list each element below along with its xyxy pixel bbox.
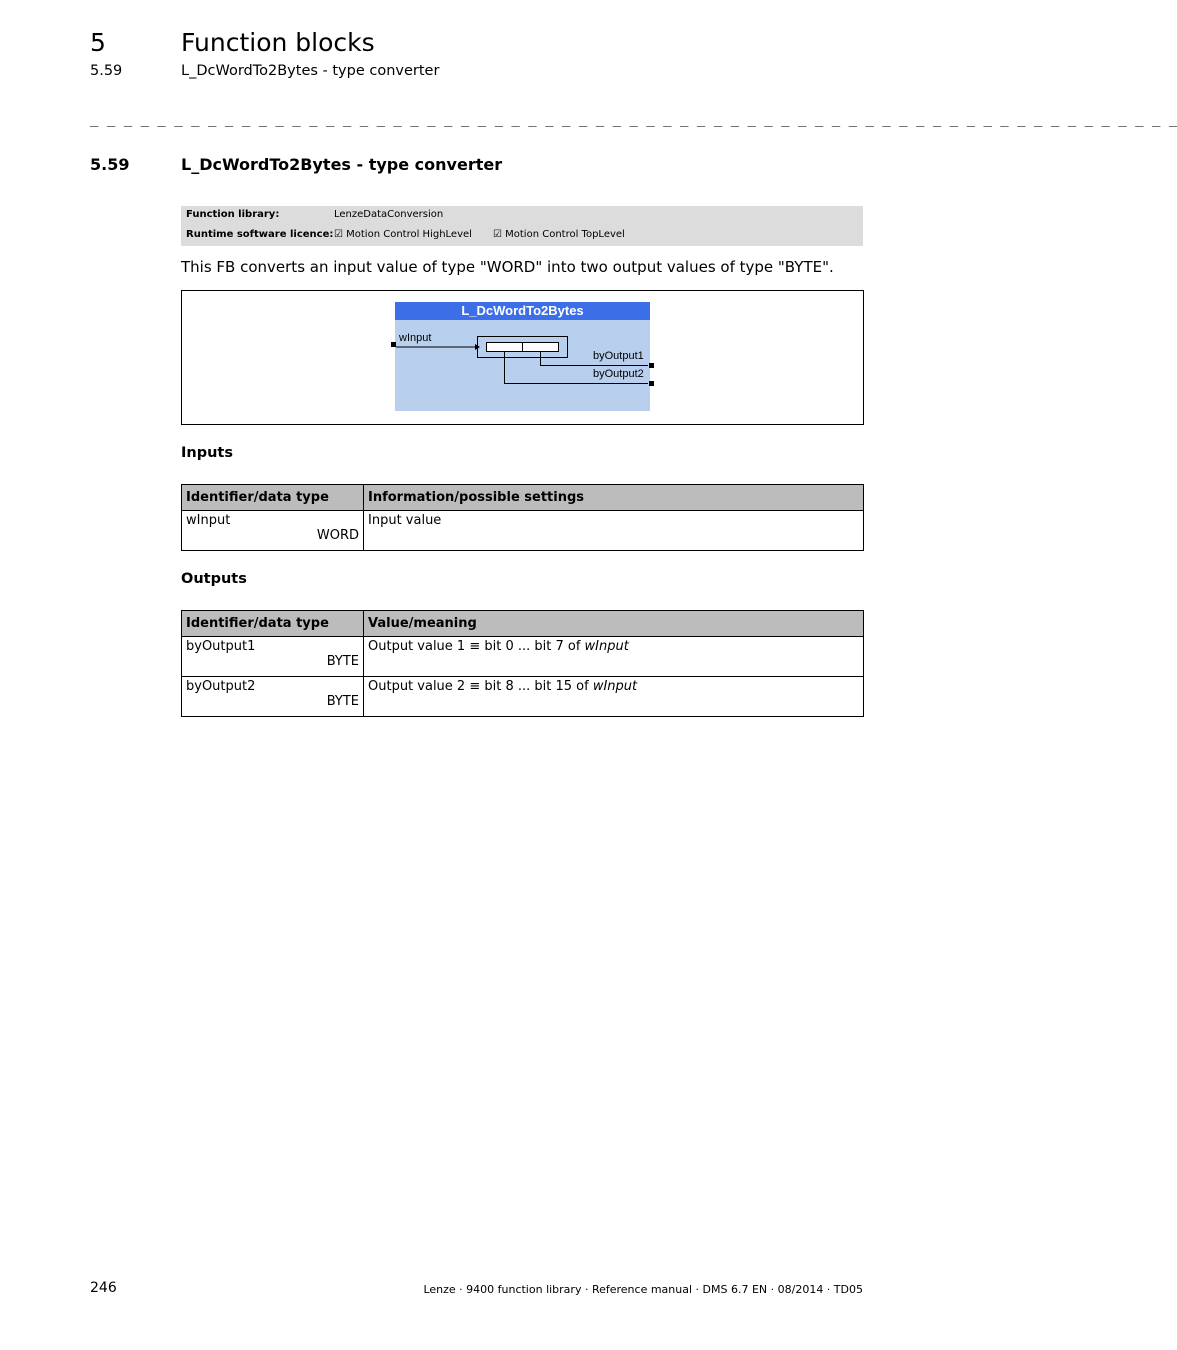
identifier-cell xyxy=(182,677,364,717)
meaning-ref: wInput xyxy=(592,679,638,694)
data-type: BYTE xyxy=(326,654,359,669)
page-number: 246 xyxy=(90,1280,117,1296)
identifier-name: byOutput1 xyxy=(186,639,256,654)
table-header-row xyxy=(182,485,864,511)
column-header: Information/possible settings xyxy=(364,485,864,511)
footer-text: Lenze · 9400 function library · Reference manual · DMS 6.7 EN · 08/2014 · TD05 xyxy=(423,1283,863,1296)
info-cell: Input value xyxy=(364,511,864,551)
header-section-title: L_DcWordTo2Bytes - type converter xyxy=(181,63,440,79)
meaning-text: Output value 2 ≡ bit 8 ... bit 15 of xyxy=(368,679,593,694)
licence-option-toplevel: ☑ Motion Control TopLevel xyxy=(493,229,625,240)
data-type: BYTE xyxy=(326,694,359,709)
column-header: Identifier/data type xyxy=(182,485,364,511)
meaning-cell xyxy=(364,677,864,717)
function-block-diagram xyxy=(395,302,650,411)
input-connector xyxy=(391,342,396,347)
output-wire-2 xyxy=(505,352,649,384)
output-wire-1 xyxy=(541,352,649,366)
licence-label: Runtime software licence: xyxy=(186,229,334,240)
column-header: Identifier/data type xyxy=(182,611,364,637)
chapter-number: 5 xyxy=(90,28,106,57)
function-library-value: LenzeDataConversion xyxy=(334,209,444,220)
meaning-cell xyxy=(364,637,864,677)
identifier-cell xyxy=(182,511,364,551)
output-connector-2 xyxy=(649,381,654,386)
identifier-cell xyxy=(182,637,364,677)
output-connector-1 xyxy=(649,363,654,368)
table-row xyxy=(182,637,864,677)
meaning-ref: wInput xyxy=(584,639,629,654)
table-row xyxy=(182,511,864,551)
identifier-name: byOutput2 xyxy=(186,679,256,694)
column-header: Value/meaning xyxy=(364,611,864,637)
function-block-wiring xyxy=(390,302,655,411)
meaning-text: Output value 1 ≡ bit 0 ... bit 7 of xyxy=(368,639,585,654)
inputs-table xyxy=(181,484,864,551)
chapter-title: Function blocks xyxy=(181,28,375,57)
header-section-number: 5.59 xyxy=(90,63,123,79)
input-port-label: wInput xyxy=(399,332,432,344)
section-title: L_DcWordTo2Bytes - type converter xyxy=(181,155,503,174)
function-library-label: Function library: xyxy=(186,209,280,220)
section-number: 5.59 xyxy=(90,155,130,174)
inputs-heading: Inputs xyxy=(181,445,233,461)
outputs-table xyxy=(181,610,864,717)
output-port-2-label: byOutput2 xyxy=(593,368,644,380)
table-header-row xyxy=(182,611,864,637)
dashed-rule: _ _ _ _ _ _ _ _ _ _ _ _ _ _ _ _ _ _ _ _ _ _ _ _ _ _ _ _ _ _ _ _ _ _ _ _ _ _ _ _ _ _ _ _ _ _ _ _ _ _ _ _ _ _ _ _ _ _ _ _ _ _ _ _ _ xyxy=(90,111,1177,127)
output-port-1-label: byOutput1 xyxy=(593,350,644,362)
identifier-name: wInput xyxy=(186,513,231,528)
licence-option-highlevel: ☑ Motion Control HighLevel xyxy=(334,229,472,240)
library-info-box xyxy=(181,206,863,246)
table-row xyxy=(182,677,864,717)
data-type: WORD xyxy=(316,528,359,543)
intro-paragraph: This FB converts an input value of type "WORD" into two output values of type "BYTE". xyxy=(181,258,834,276)
outputs-heading: Outputs xyxy=(181,571,247,587)
function-block-title: L_DcWordTo2Bytes xyxy=(395,302,650,320)
